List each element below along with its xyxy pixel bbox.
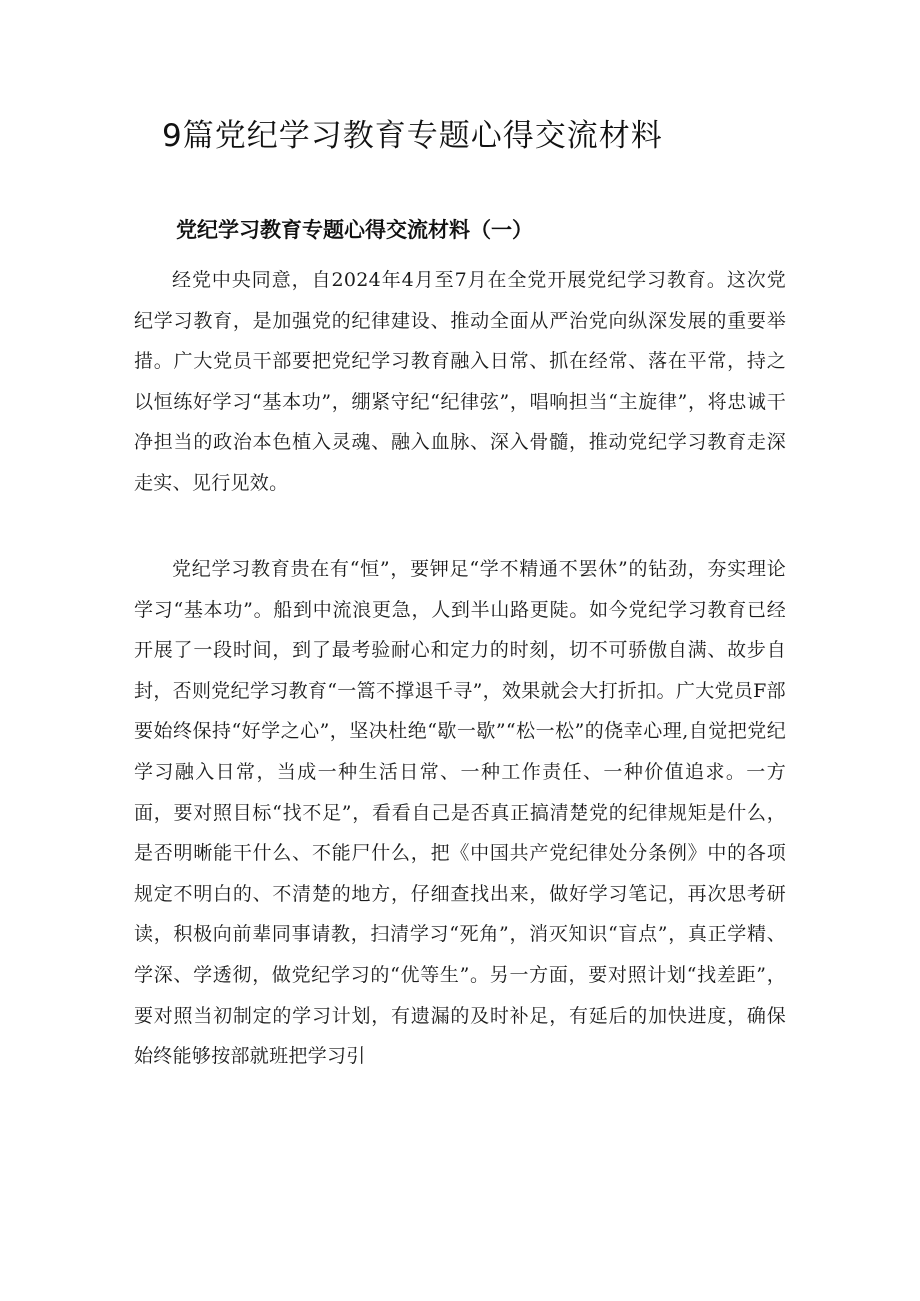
body-paragraph-1: 经党中央同意，自2024年4月至7月在全党开展党纪学习教育。这次党纪学习教育，是加强党的纪律建设、推动全面从严治党向纵深发展的重要举措。广大党员干部要把党纪学习教育融入日常、抓在经常、落在平常，持之以恒练好学习“基本功”，绷紧守纪“纪律弦”，唱响担当“主旋律”，将忠诚干净担当的政治本色植入灵魂、融入血脉、深入骨髓，推动党纪学习教育走深走实、见行见效。: [134, 269, 786, 494]
section-heading: 党纪学习教育专题心得交流材料（一）: [176, 218, 533, 242]
body-paragraph-2: 党纪学习教育贵在有“恒”，要钾足“学不精通不罢休”的钻劲，夯实理论学习“基本功”。船到中流浪更急，人到半山路更陡。如今党纪学习教育已经开展了一段时间，到了最考验耐心和定力的时刻，切不可骄傲自满、故步自封，否则党纪学习教育“一篙不撑退千寻”，效果就会大打折扣。广大党员F部要始终保持“好学之心”，坚决杜绝“歇一歇”“松一松”的侥幸心理,自觉把党纪学习融入日常，当成一种生活日常、一种工作责任、一种价值追求。一方面，要对照目标“找不足”，看看自己是否真正搞清楚党的纪律规矩是什么，是否明晰能干什么、不能尸什么，把《中国共产党纪律处分条例》中的各项规定不明白的、不清楚的地方，仔细查找出来，做好学习笔记，再次思考研读，积极向前辈同事请教，扫清学习“死角”，消灭知识“盲点”，真正学精、学深、学透彻，做党纪学习的“优等生”。另一方面，要对照计划“找差距”，要对照当初制定的学习计划，有遗漏的及时补足，有延后的加快进度，确保始终能够按部就班把学习引: [134, 558, 786, 1068]
document-title: 9篇党纪学习教育专题心得交流材料: [162, 118, 663, 154]
